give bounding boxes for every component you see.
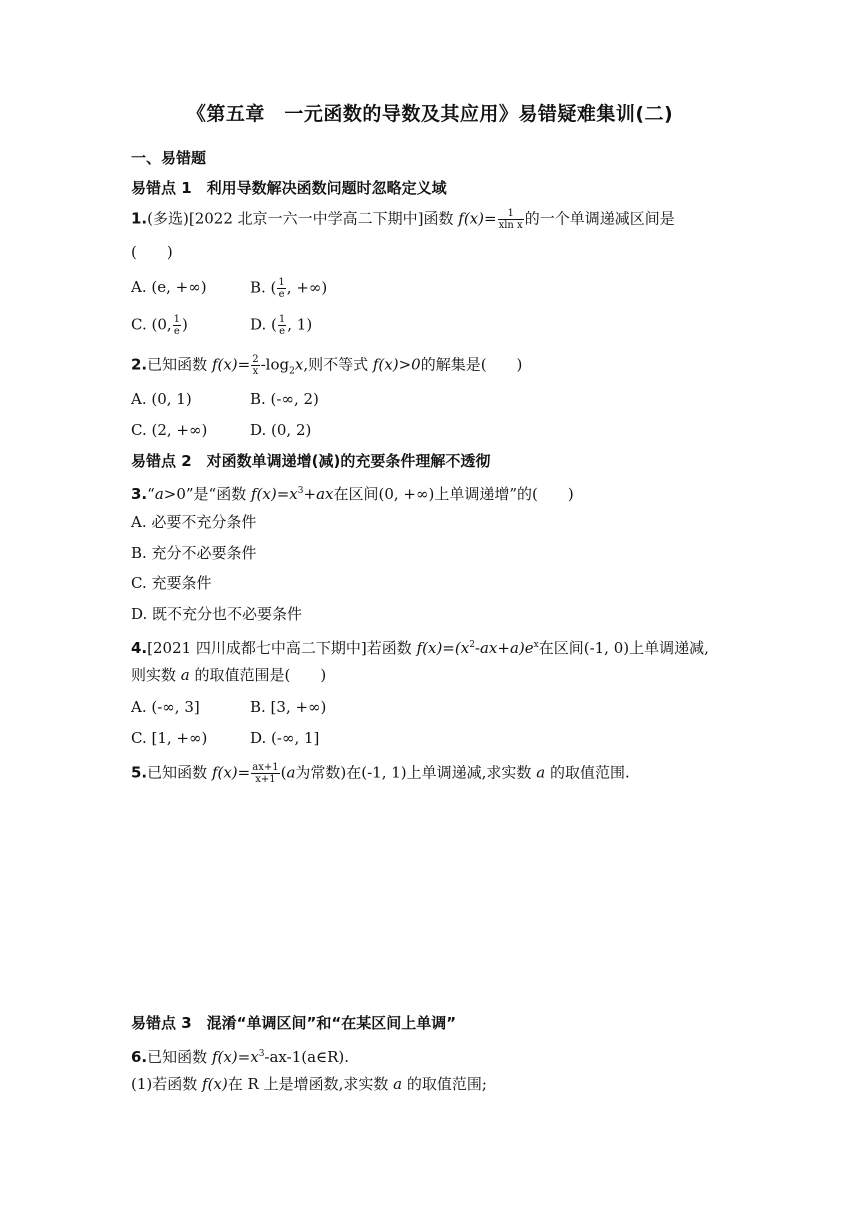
question-4-option-a: A. (-∞, 3] bbox=[131, 698, 200, 716]
question-6-stem: 6.已知函数 $f(x)=x^3-ax-1(a\in R)$. bbox=[131, 1048, 350, 1066]
question-1-text-end: 的一个单调递减区间是 bbox=[524, 209, 675, 228]
question-1-option-d: D. ( $\frac{1}{e}$ , 1) bbox=[250, 314, 313, 337]
question-3-number: 3. bbox=[131, 485, 148, 503]
error-point-1-heading: 易错点 1 利用导数解决函数问题时忽略定义域 bbox=[131, 179, 447, 197]
question-6-part-1: (1)若函数 f(x)在 R 上是增函数,求实数 a 的取值范围; bbox=[131, 1075, 487, 1093]
question-3-option-c: C. 充要条件 bbox=[131, 574, 212, 592]
question-1-text: (多选)[2022 北京一六一中学高二下期中]函数 bbox=[147, 209, 454, 228]
question-1-function: f(x)= bbox=[458, 209, 497, 228]
question-1-fraction: $\frac{1}{\text{xln x}}$ bbox=[498, 208, 523, 231]
question-2-stem: 2.已知函数 f(x)= $\frac{2}{x}$ $-\log_2x$,则不等式 f(x)>0的解集是( ) bbox=[131, 354, 523, 377]
question-4-option-d: D. (-∞, 1] bbox=[250, 729, 320, 747]
question-2-option-a: A. (0, 1) bbox=[131, 390, 192, 408]
error-point-2-heading: 易错点 2 对函数单调递增(减)的充要条件理解不透彻 bbox=[131, 452, 491, 470]
question-1-number: 1. bbox=[131, 209, 148, 228]
question-3-stem: 3.“a>0”是“函数 $f(x)=x^3+ax$在区间(0, +∞)上单调递增”的( ) bbox=[131, 485, 574, 503]
question-2-option-b: B. (-∞, 2) bbox=[250, 390, 319, 408]
question-2-option-d: D. (0, 2) bbox=[250, 421, 312, 439]
question-2-option-c: C. (2, +∞) bbox=[131, 421, 208, 439]
question-4-option-b: B. [3, +∞) bbox=[250, 698, 327, 716]
question-5-number: 5. bbox=[131, 763, 148, 782]
question-6-number: 6. bbox=[131, 1048, 148, 1066]
question-1-stem bbox=[131, 208, 675, 231]
page-title: 《第五章 一元函数的导数及其应用》易错疑难集训(二) bbox=[186, 103, 674, 125]
question-1-option-b: B. ( $\frac{1}{e}$ , +∞) bbox=[250, 277, 328, 300]
question-1-answer-paren: ( ) bbox=[131, 243, 173, 261]
question-1-option-a: A. (e, +∞) bbox=[131, 278, 207, 296]
question-4-number: 4. bbox=[131, 639, 148, 657]
question-4-stem-line-1: 4.[2021 四川成都七中高二下期中]若函数 $f(x)=(x^2-ax+a)e^x$在区间(-1, 0)上单调递减, bbox=[131, 639, 709, 657]
question-4-stem-line-2: 则实数 a 的取值范围是( ) bbox=[131, 666, 327, 684]
question-5-stem: 5.已知函数 f(x)= $\frac{ax+1}{x+1}$ (a为常数)在(-1, 1)上单调递减,求实数 a 的取值范围. bbox=[131, 762, 630, 785]
question-3-option-d: D. 既不充分也不必要条件 bbox=[131, 605, 303, 623]
section-heading: 一、易错题 bbox=[131, 149, 207, 167]
question-3-option-a: A. 必要不充分条件 bbox=[131, 513, 257, 531]
question-1-option-c: C. (0, $\frac{1}{e}$ ) bbox=[131, 314, 188, 337]
error-point-3-heading: 易错点 3 混淆“单调区间”和“在某区间上单调” bbox=[131, 1014, 457, 1032]
question-2-number: 2. bbox=[131, 355, 148, 374]
question-3-option-b: B. 充分不必要条件 bbox=[131, 544, 257, 562]
question-4-option-c: C. [1, +∞) bbox=[131, 729, 208, 747]
